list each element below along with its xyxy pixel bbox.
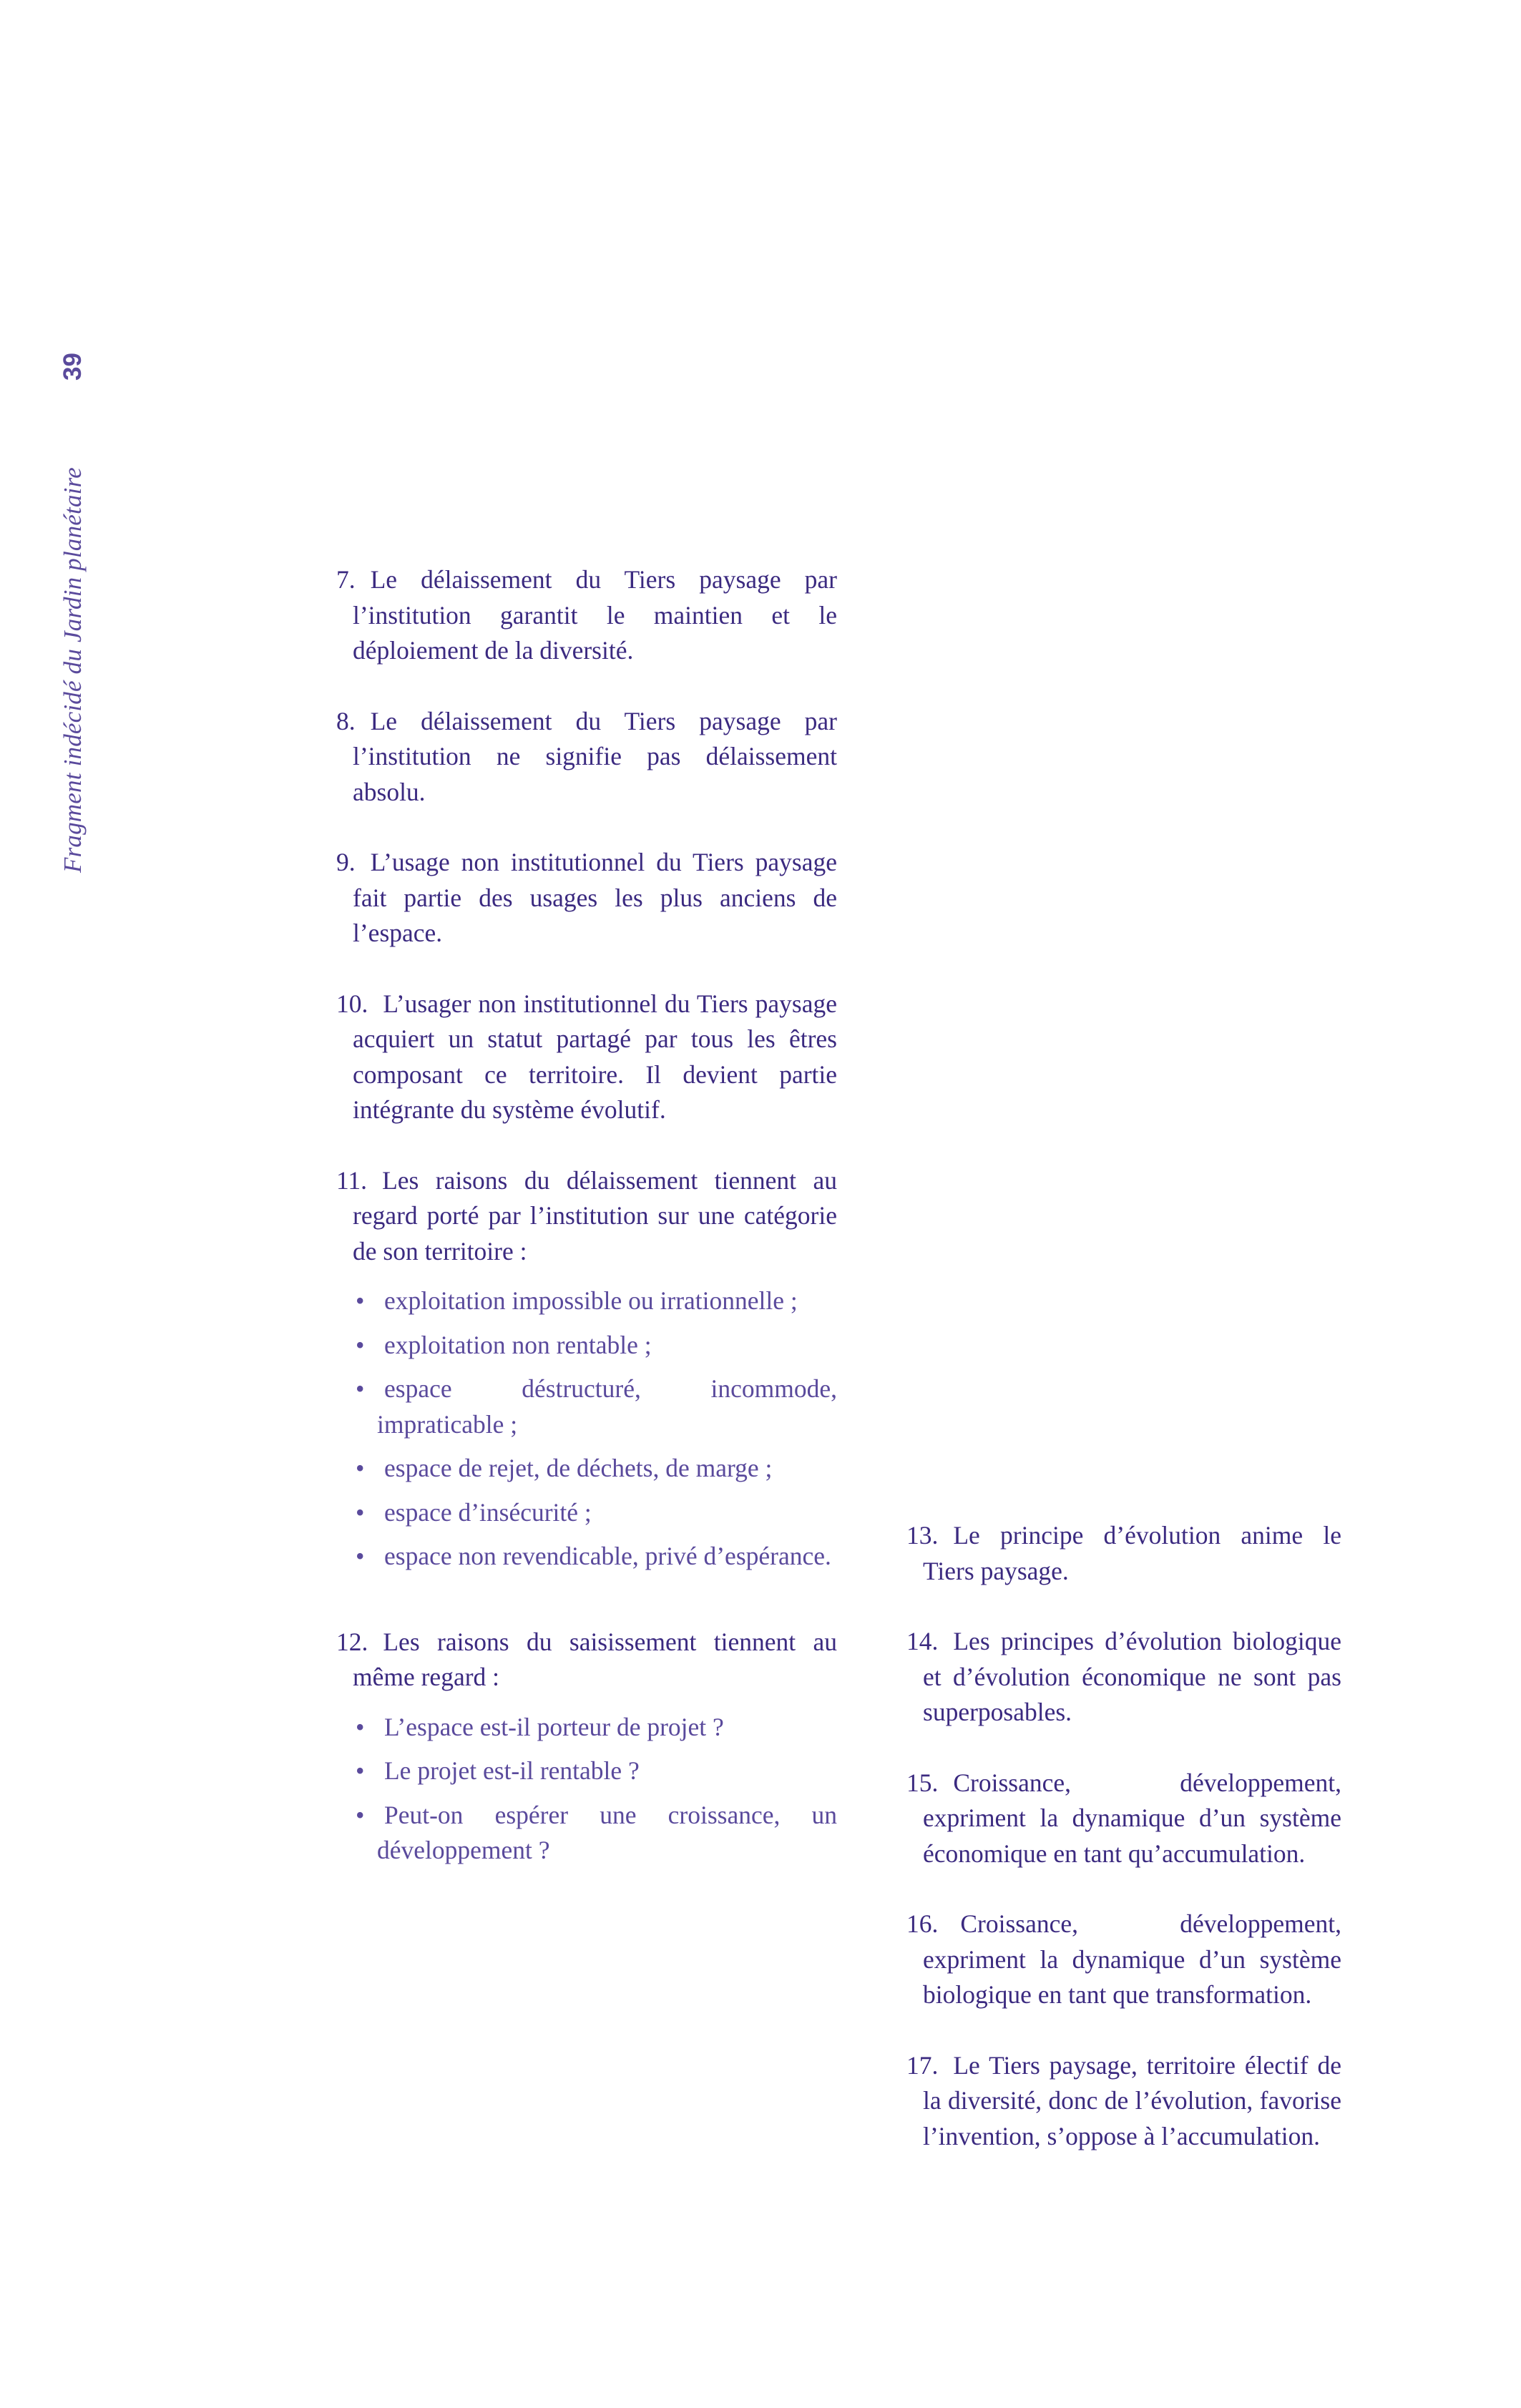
bullet-glyph: • [356, 1497, 365, 1527]
bullet-item [356, 1328, 837, 1364]
right-column [906, 1518, 1341, 2154]
bullet-text: espace déstructuré, incommode, impraticable ; [377, 1374, 837, 1439]
item-text: Le principe d’évolution anime le Tiers paysage. [923, 1521, 1341, 1585]
list-item-14 [906, 1624, 1341, 1731]
bullet-glyph: • [356, 1756, 365, 1785]
list-item-15 [906, 1766, 1341, 1872]
list-item-8 [336, 704, 837, 811]
page-number: 39 [59, 353, 87, 381]
bullet-list-12 [336, 1710, 837, 1869]
bullet-glyph: • [356, 1712, 365, 1741]
bullet-text: espace non revendicable, privé d’espérance. [384, 1542, 831, 1570]
bullet-text: espace d’insécurité ; [384, 1497, 592, 1527]
bullet-glyph: • [356, 1542, 365, 1570]
item-text: Les raisons du saisissement tiennent au même regard : [353, 1627, 837, 1691]
item-text: Les principes d’évolution biologique et d’évolution économique ne sont pas superposables. [923, 1627, 1341, 1726]
list-item-9 [336, 845, 837, 951]
item-number: 16. [906, 1909, 939, 1938]
bullet-item [356, 1283, 837, 1319]
bullet-glyph: • [356, 1800, 365, 1829]
bullet-item [356, 1753, 837, 1789]
list-item-16 [906, 1907, 1341, 2013]
item-number: 13. [906, 1521, 939, 1550]
bullet-list-11 [336, 1283, 837, 1575]
bullet-text: L’espace est-il porteur de projet ? [384, 1712, 724, 1741]
bullet-text: exploitation impossible ou irrationnelle ; [384, 1286, 798, 1315]
item-text: Le délaissement du Tiers paysage par l’institution ne signifie pas délaissement absolu. [353, 706, 837, 806]
item-text: L’usage non institutionnel du Tiers paysage fait partie des usages les plus anciens de l’espace. [353, 848, 837, 947]
bullet-glyph: • [356, 1286, 365, 1315]
item-text: Le Tiers paysage, territoire électif de la diversité, donc de l’évolution, favorise l’invention, s’oppose à l’accumulation. [923, 2050, 1341, 2150]
bullet-item [356, 1451, 837, 1487]
item-number: 12. [336, 1627, 368, 1656]
item-text: Croissance, développement, expriment la dynamique d’un système biologique en tant que transformation. [923, 1909, 1341, 2009]
bullet-text: Peut-on espérer une croissance, un développement ? [377, 1800, 837, 1864]
item-number: 17. [906, 2050, 939, 2080]
bullet-glyph: • [356, 1374, 365, 1403]
running-head [59, 353, 87, 873]
bullet-item [356, 1371, 837, 1442]
bullet-glyph: • [356, 1454, 365, 1482]
item-number: 10. [336, 989, 368, 1018]
bullet-text: espace de rejet, de déchets, de marge ; [384, 1454, 773, 1482]
bullet-item [356, 1539, 837, 1575]
item-number: 11. [336, 1165, 368, 1195]
item-number: 15. [906, 1768, 939, 1797]
list-item-12 [336, 1625, 837, 1695]
list-item-13 [906, 1518, 1341, 1589]
list-item-17 [906, 2048, 1341, 2155]
list-item-11 [336, 1163, 837, 1270]
running-head-title: Fragment indécidé du Jardin planétaire [59, 467, 87, 873]
item-number: 7. [336, 565, 356, 594]
item-text: Croissance, développement, expriment la dynamique d’un système économique en tant qu’accumulation. [923, 1768, 1341, 1868]
bullet-glyph: • [356, 1330, 365, 1359]
item-number: 9. [336, 848, 356, 876]
bullet-text: exploitation non rentable ; [384, 1330, 652, 1359]
bullet-text: Le projet est-il rentable ? [384, 1756, 640, 1785]
item-number: 14. [906, 1627, 939, 1655]
item-text: Les raisons du délaissement tiennent au regard porté par l’institution sur une catégorie de son territoire : [353, 1165, 837, 1266]
item-text: Le délaissement du Tiers paysage par l’institution garantit le maintien et le déploiement de la diversité. [353, 565, 837, 665]
list-item-7 [336, 562, 837, 669]
list-item-10 [336, 987, 837, 1128]
item-text: L’usager non institutionnel du Tiers paysage acquiert un statut partagé par tous les êtres composant ce territoire. Il devient partie intégrante du système évolutif. [353, 989, 837, 1124]
item-number: 8. [336, 706, 356, 735]
bullet-item [356, 1798, 837, 1869]
left-column [336, 562, 837, 1877]
bullet-item [356, 1710, 837, 1746]
bullet-item [356, 1495, 837, 1531]
